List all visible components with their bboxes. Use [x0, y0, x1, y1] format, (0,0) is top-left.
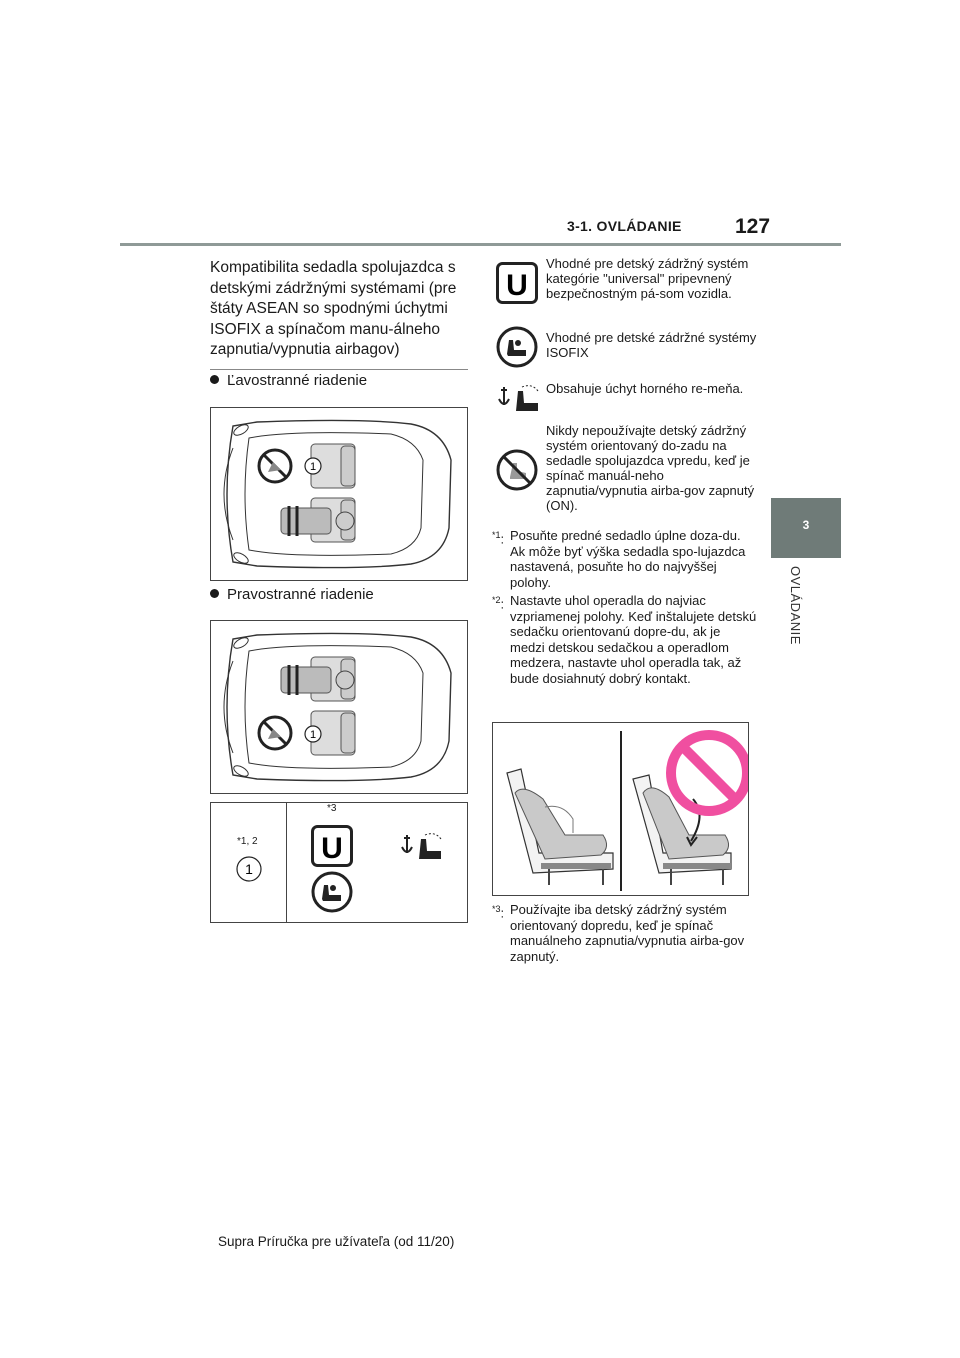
footnote-text: Posuňte predné sedadlo úplne doza-du. Ak môže byť výška sedadla spo-lujazdca nastavená, posuňte ho do najvyššej polohy.: [510, 528, 746, 590]
legend-text: Vhodné pre detský zádržný systém kategórie "universal" pripevnený bezpečnostným pá-som vozidla.: [546, 256, 749, 301]
footnote-mark: $^{*2}$:: [492, 595, 505, 612]
compatibility-table: [210, 802, 468, 923]
header-rule: [120, 243, 841, 246]
footnote: [492, 902, 757, 964]
bullet-dot: [210, 589, 219, 598]
universal-u-icon: [311, 825, 353, 867]
position-label: 1: [309, 461, 317, 473]
seat-position-icon: [235, 855, 263, 883]
table-col2-note: *3: [327, 803, 337, 814]
chapter-tab[interactable]: 3: [771, 498, 841, 558]
seat-position-number: 1: [245, 861, 253, 877]
footnote-text: Nastavte uhol operadla do najviac vzpriamenej polohy. Keď inštalujete detskú sedačku orientovanú dopre-du, ak je medzi detskou sedačkou a operadlom medzera, nastavte uhol operadla tak, až bude dosiahnutý dobrý kontakt.: [510, 593, 757, 686]
top-tether-anchor-icon: [496, 381, 544, 417]
page-number: 127: [735, 215, 771, 238]
universal-letter: U: [506, 269, 528, 302]
car-top-view: [211, 621, 467, 793]
footnote: [492, 593, 757, 686]
car-diagram-rhd: [210, 620, 468, 794]
bullet-right-hand: [210, 586, 374, 603]
seat-recline-diagram: [493, 723, 748, 895]
car-top-view: [211, 408, 467, 580]
car-diagram-lhd: [210, 407, 468, 581]
bullet-label: Pravostranné riadenie: [227, 586, 374, 603]
footnote-text: Používajte iba detský zádržný systém orientovaný dopredu, keď je spínač manuálneho zapnutia/vypnutia airba-gov zapnutý.: [510, 902, 745, 964]
no-rear-facing-icon: [496, 449, 538, 491]
bullet-label: Ľavostranné riadenie: [227, 372, 368, 389]
legend-text: Obsahuje úchyt horného re-meňa.: [546, 381, 744, 396]
isofix-seat-icon: [496, 326, 538, 368]
chapter-label: OVLÁDANIE: [788, 566, 803, 645]
footnote-mark: $^{*1}$:: [492, 530, 505, 547]
bullet-dot: [210, 375, 219, 384]
table-col1-note: *1, 2: [237, 836, 258, 847]
section-title: 3-1. OVLÁDANIE: [567, 218, 682, 234]
legend-text: Nikdy nepoužívajte detský zádržný systém orientovaný do-zadu na sedadle spolujazdca vpredu, keď je spínač manuál-neho zapnutia/vypnutia airba-gov zapnutý (ON).: [546, 423, 755, 513]
seat-illustration: [492, 722, 749, 896]
isofix-seat-icon: [311, 871, 353, 913]
bullet-left-hand: [210, 372, 367, 389]
universal-letter: U: [321, 832, 343, 865]
legend-text: Vhodné pre detské zádržné systémy ISOFIX: [546, 330, 757, 360]
universal-u-icon: [496, 262, 538, 304]
footer-text: Supra Príručka pre užívateľa (od 11/20): [218, 1234, 455, 1249]
position-label: 1: [309, 729, 317, 741]
table-divider: [286, 803, 287, 922]
footnote: [492, 528, 757, 590]
top-tether-anchor-icon: [399, 829, 447, 865]
footnotes: [492, 528, 757, 689]
footnotes-lower: [492, 902, 757, 967]
intro-text: Kompatibilita sedadla spolujazdca s detskými zádržnými systémami (pre štáty ASEAN so spodnými úchytmi ISOFIX a spínačom manu-álneho zapnutia/vypnutia airbagov): [210, 258, 468, 370]
footnote-mark: $^{*3}$:: [492, 904, 505, 921]
